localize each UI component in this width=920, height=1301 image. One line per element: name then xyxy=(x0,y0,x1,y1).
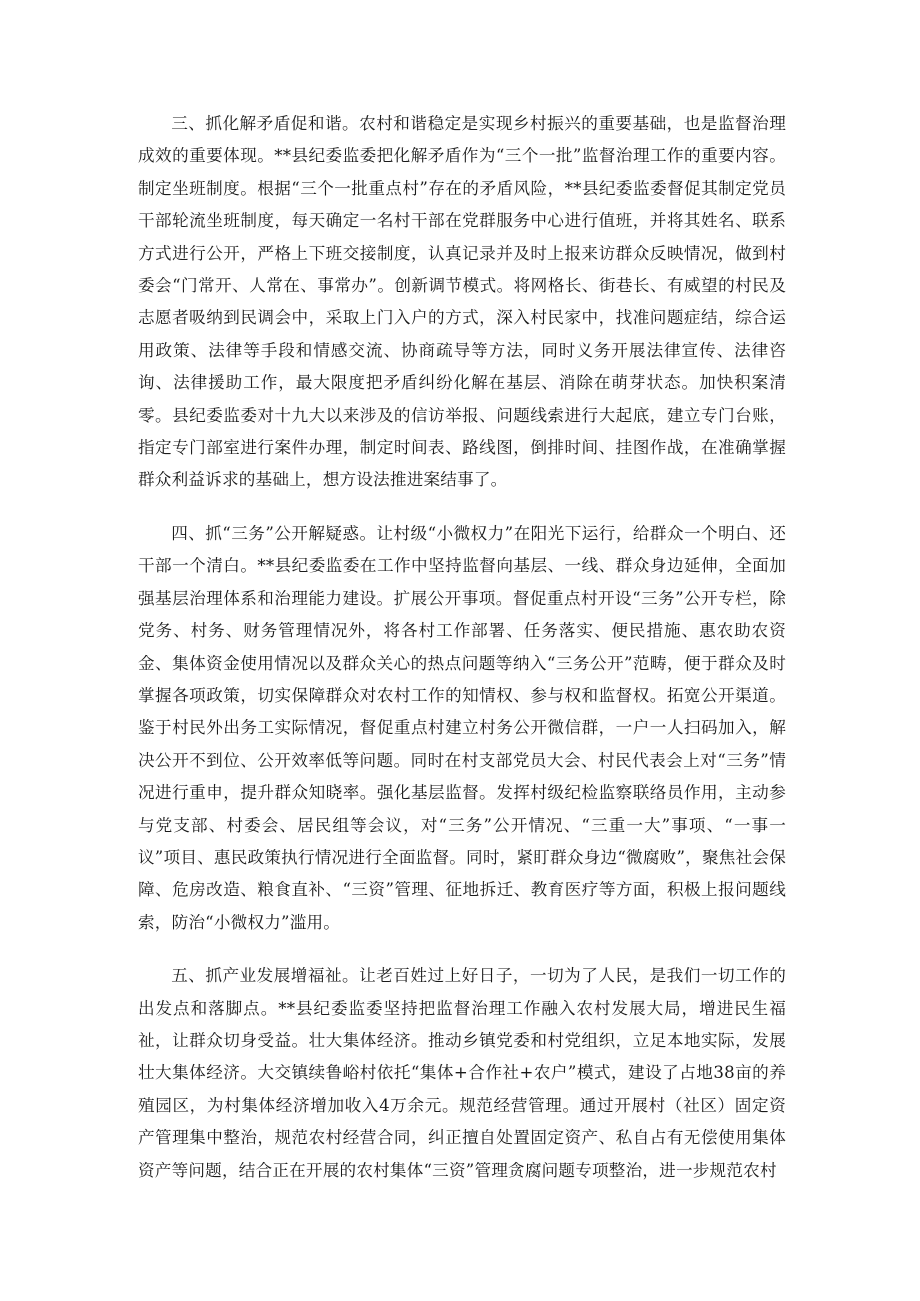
paragraph-section-five: 五、抓产业发展增福祉。让老百姓过上好日子，一切为了人民，是我们一切工作的出发点和落脚点。**县纪委监委坚持把监督治理工作融入农村发展大局，增进民生福祉，让群众切身受益。壮大集体经济。推动乡镇党委和村党组织，立足本地实际，发展壮大集体经济。大交镇续鲁峪村依托“集体+合作社+农户”模式，建设了占地38亩的养殖园区，为村集体经济增加收入4万余元。规范经营管理。通过开展村（社区）固定资产管理集中整治，规范农村经营合同，纠正擅自处置固定资产、私自占有无偿使用集体资产等问题，结合正在开展的农村集体“三资”管理贪腐问题专项整治，进一步规范农村 xyxy=(138,966,786,1180)
paragraph-section-four: 四、抓“三务”公开解疑惑。让村级“小微权力”在阳光下运行，给群众一个明白、还干部一个清白。**县纪委监委在工作中坚持监督向基层、一线、群众身边延伸，全面加强基层治理体系和治理能力建设。扩展公开事项。督促重点村开设“三务”公开专栏，除党务、村务、财务管理情况外，将各村工作部署、任务落实、便民措施、惠农助农资金、集体资金使用情况以及群众关心的热点问题等纳入“三务公开”范畴，便于群众及时掌握各项政策，切实保障群众对农村工作的知情权、参与权和监督权。拓宽公开渠道。鉴于村民外出务工实际情况，督促重点村建立村务公开微信群，一户一人扫码加入，解决公开不到位、公开效率低等问题。同时在村支部党员大会、村民代表会上对“三务”情况进行重申，提升群众知晓率。强化基层监督。发挥村级纪检监察联络员作用，主动参与党支部、村委会、居民组等会议，对“三务”公开情况、“三重一大”事项、“一事一议”项目、惠民政策执行情况进行全面监督。同时，紧盯群众身边“微腐败”，聚焦社会保障、危房改造、粮食直补、“三资”管理、征地拆迁、教育医疗等方面，积极上报问题线索，防治“小微权力”滥用。 xyxy=(138,523,786,932)
document-body xyxy=(138,108,786,1208)
paragraph-section-three: 三、抓化解矛盾促和谐。农村和谐稳定是实现乡村振兴的重要基础，也是监督治理成效的重要体现。**县纪委监委把化解矛盾作为“三个一批”监督治理工作的重要内容。制定坐班制度。根据“三个一批重点村”存在的矛盾风险，**县纪委监委督促其制定党员干部轮流坐班制度，每天确定一名村干部在党群服务中心进行值班，并将其姓名、联系方式进行公开，严格上下班交接制度，认真记录并及时上报来访群众反映情况，做到村委会“门常开、人常在、事常办”。创新调节模式。将网格长、街巷长、有威望的村民及志愿者吸纳到民调会中，采取上门入户的方式，深入村民家中，找准问题症结，综合运用政策、法律等手段和情感交流、协商疏导等方法，同时义务开展法律宣传、法律咨询、法律援助工作，最大限度把矛盾纠纷化解在基层、消除在萌芽状态。加快积案清零。县纪委监委对十九大以来涉及的信访举报、问题线索进行大起底，建立专门台账，指定专门部室进行案件办理，制定时间表、路线图，倒排时间、挂图作战，在准确掌握群众利益诉求的基础上，想方设法推进案结事了。 xyxy=(138,114,786,490)
